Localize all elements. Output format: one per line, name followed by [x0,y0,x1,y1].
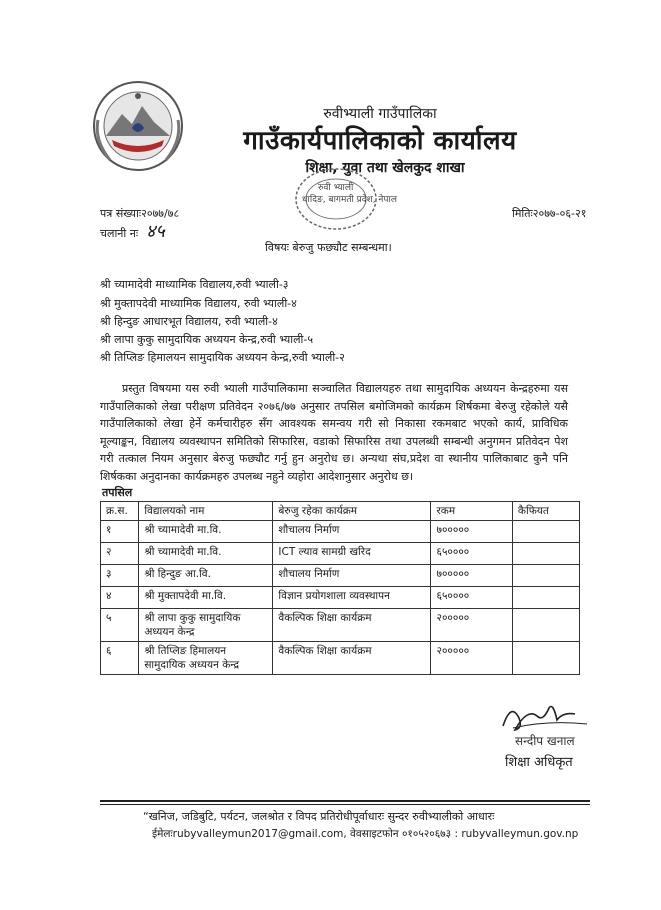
footer-divider [100,800,590,802]
cell-remarks [512,642,579,675]
municipality-name: रुवीभ्याली गाउँपालिका [323,106,437,122]
cell-sn: ४ [101,587,139,609]
letter-body: प्रस्तुत विषयमा यस रुवी भ्याली गाउँपालिकामा सञ्चालित विद्यालयहरु तथा सामुदायिक अध्ययन केन्द्रहरुमा यस गाउँपालिकाको लेखा परीक्षण प्रतिवेदन २०७६/७७ अनुसार तपसिल बमोजिमको कार्यक्रम शिर्षकमा बेरुजु रहेकोले यसै गाउँपालिकाको लेखा हेर्ने कर्मचारीहरु सँग आवश्यक समन्वय गरी सो निकासा रकमबाट भएको कार्य, प्राविधिक मूल्याङ्कन, विद्यालय व्यवस्थापन समितिको सिफारिस, वडाको सिफारिस तथा उपलब्धी सम्बन्धी अनुगमन प्रतिवेदन पेश गरी तत्काल नियम अनुसार बेरुजु फछ्यौट गर्नु हुन अनुरोध छ। अन्यथा संघ,प्रदेश वा स्थानीय पालिकाबाट कुनै पनि शिर्षकका अनुदानका कार्यक्रमहरु उपलब्ध नहुने व्यहोरा आदेशानुसार अनुरोध छ। [100,382,568,483]
recipient-3: श्री हिन्दुङ आधारभूत विद्यालय, रुवी भ्याली-४ [100,315,278,328]
letter-subject: विषयः बेरुजु फछ्यौट सम्बन्धमा। [265,241,392,254]
cell-sn: ५ [101,609,139,642]
dispatch-number: ४५ [146,221,165,242]
table-row [101,642,580,675]
seal-text-bottom: धादिङ, बागमती प्रदेश, नेपाल [302,195,397,205]
recipient-1: श्री च्यामादेवी माध्यामिक विद्यालय,रुवी भ्याली-३ [100,278,289,291]
table-row [101,609,580,642]
table-row [101,543,580,565]
header-program: बेरुजु रहेका कार्यक्रम [273,502,431,521]
cell-sn: २ [101,543,139,565]
header-sn: क्र.स. [101,502,139,521]
cell-amount: ७००००० [431,565,512,587]
cell-remarks [512,587,579,609]
recipient-2: श्री मुक्तापदेवी माध्यामिक विद्यालय, रुवी भ्याली-४ [100,297,297,310]
cell-program: विज्ञान प्रयोगशाला व्यवस्थापन [273,587,431,609]
footer-divider-thin [100,804,590,805]
footer-motto: “खनिज, जडिबुटि, पर्यटन, जलश्रोत र विपद प्रतिरोधीपूर्वाधारः सुन्दर रुवीभ्यालीको आधारः [143,810,495,823]
table-row [101,587,580,609]
seal-text-top: रुवी भ्याली [318,183,354,193]
handwritten-signature [497,698,597,734]
cell-school: श्री च्यामादेवी मा.वि. [139,521,273,543]
cell-amount: २००००० [431,609,512,642]
section-name: शिक्षा, युवा तथा खेलकुद शाखा [305,160,465,176]
signer-name: सन्दीप खनाल [515,734,575,748]
cell-amount: ६५०००० [431,587,512,609]
cell-school: श्री च्यामादेवी मा.वि. [139,543,273,565]
cell-remarks [512,521,579,543]
cell-school: श्री तिप्लिङ हिमालयन सामुदायिक अध्ययन केन्द्र [139,642,273,675]
cell-school: श्री हिन्दुङ आ.वि. [139,565,273,587]
cell-sn: ६ [101,642,139,675]
recipient-5: श्री तिप्लिङ हिमालयन सामुदायिक अध्ययन केन्द्र,रुवी भ्याली-२ [100,351,345,364]
table-title: तपसिल [102,486,133,499]
recipient-4: श्री लापा कुकु सामुदायिक अध्ययन केन्द्र,रुवी भ्याली-५ [100,333,314,346]
cell-sn: १ [101,521,139,543]
cell-program: शौचालय निर्माण [273,565,431,587]
cell-remarks [512,565,579,587]
table-row [101,521,580,543]
letter-date: मितिः२०७७-०६-२१ [512,207,587,220]
arrears-table [100,501,580,675]
cell-program: शौचालय निर्माण [273,521,431,543]
cell-amount: ७००००० [431,521,512,543]
cell-remarks [512,609,579,642]
reference-number: पत्र संख्याः२०७७/७८ [100,207,180,220]
cell-program: वैकल्पिक शिक्षा कार्यक्रम [273,609,431,642]
header-amount: रकम [431,502,512,521]
cell-school: श्री मुक्तापदेवी मा.वि. [139,587,273,609]
cell-remarks [512,543,579,565]
office-title: गाउँकार्यपालिकाको कार्यालय [243,126,517,156]
table-row [101,565,580,587]
cell-school: श्री लापा कुकु सामुदायिक अध्ययन केन्द्र [139,609,273,642]
header-school: विद्यालयको नाम [139,502,273,521]
footer-contact: ईमेलःrubyvalleymun2017@gmail.com, वेवसाइटफोन ०१०५२०६७३ : rubyvalleymun.gov.np [152,828,579,840]
cell-program: वैकल्पिक शिक्षा कार्यक्रम [273,642,431,675]
dispatch-label: चलानी नः [100,227,139,240]
table-header-row [101,502,580,521]
cell-program: ICT ल्याव सामग्री खरिद [273,543,431,565]
cell-sn: ३ [101,565,139,587]
signer-title: शिक्षा अधिकृत [505,755,573,770]
cell-amount: २००००० [431,642,512,675]
header-remarks: कैफियत [512,502,579,521]
cell-amount: ६५०००० [431,543,512,565]
